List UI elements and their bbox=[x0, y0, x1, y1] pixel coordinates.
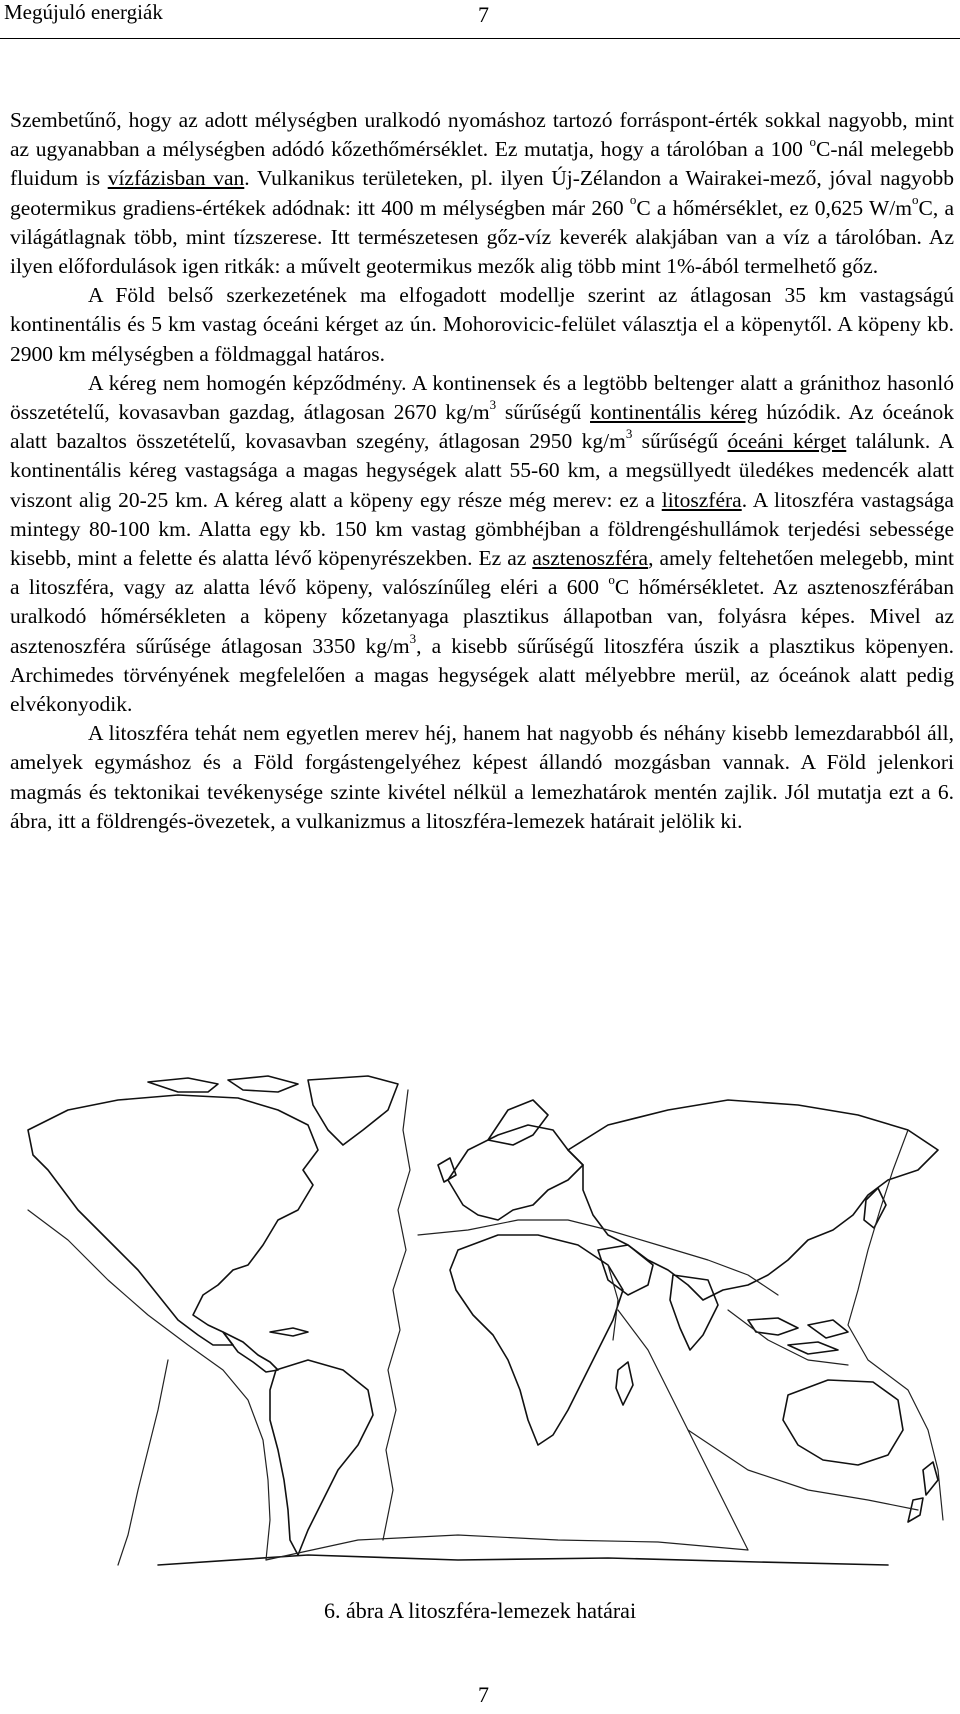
header-title: Megújuló energiák bbox=[4, 0, 163, 24]
landmass-new-zealand bbox=[908, 1462, 938, 1522]
boundary-pacific-rim-west bbox=[848, 1130, 943, 1520]
landmass-australia bbox=[783, 1380, 903, 1465]
paragraph bbox=[10, 369, 954, 719]
landmass-asia bbox=[568, 1100, 938, 1300]
underlined-term: asztenoszféra bbox=[532, 546, 649, 571]
boundary-east-pacific-rise bbox=[118, 1360, 168, 1565]
plate-boundaries-map bbox=[8, 1070, 954, 1575]
body-text bbox=[10, 106, 954, 836]
figure-caption: 6. ábra A litoszféra-lemezek határai bbox=[323, 1598, 637, 1623]
text-run: . A litoszféra vastagsága mintegy 80-100 km. Alatta egy kb. 150 km vastag gömbhéjban a földrengéshullámok terjedési sebessége kisebb, mint a felette és alatta lévő köpenyrészekben. Ez az bbox=[10, 487, 954, 571]
paragraph bbox=[10, 281, 954, 369]
boundary-indian-ocean-ridge bbox=[618, 1310, 748, 1550]
underlined-term: litoszféra bbox=[661, 487, 742, 512]
text-run: sűrűségű bbox=[632, 429, 728, 454]
landmass-europe bbox=[448, 1125, 583, 1220]
superscript: o bbox=[911, 192, 919, 208]
superscript: o bbox=[809, 134, 816, 150]
underlined-term: kontinentális kéreg bbox=[590, 400, 758, 425]
superscript: o bbox=[608, 572, 615, 588]
running-header bbox=[0, 0, 960, 39]
header-page-number: 7 bbox=[478, 2, 489, 27]
underlined-term: vízfázisban van bbox=[107, 166, 245, 191]
landmass-india bbox=[670, 1275, 718, 1350]
landmass-arabia bbox=[598, 1245, 653, 1295]
boundary-mid-atlantic-ridge bbox=[383, 1090, 410, 1540]
text-run: , a kisebb sűrűségű litoszféra úszik a plasztikus köpenyen. Archimedes törvényének megfelelően a magas hegységek alatt mélyebbre merül, az óceánok alatt pedig elvékonyodik. bbox=[10, 633, 954, 717]
text-run: találunk. A kontinentális kéreg vastagsága a magas hegységek alatt 55-60 km, a megsüllyedt üledékes medencék alatt viszont alig 20-25 km. A kéreg alatt a köpeny egy része még merev: ez a bbox=[10, 429, 954, 512]
text-run: . Vulkanikus területeken, pl. ilyen Új-Zélandon a Wairakei-mező, jóval nagyobb geotermikus gradiens-értékek adódnak: itt 400 m mélységben már 260 bbox=[10, 166, 955, 220]
text-run: A kéreg nem homogén képződmény. A kontinensek és a legtöbb beltenger alatt a gránithoz hasonló összetételű, kovasavban gazdag, átlagosan 2670 kg/m bbox=[10, 370, 954, 425]
boundary-pacific-rim-east bbox=[28, 1210, 270, 1560]
landmass-arctic-islands bbox=[148, 1076, 298, 1092]
landmass-central-america bbox=[223, 1332, 278, 1372]
superscript: 3 bbox=[489, 396, 497, 412]
text-run: húzódik. Az óceánok alatt bazaltos összetételű, kovasavban szegény, átlagosan 2950 kg/m bbox=[10, 400, 955, 454]
landmass-north-america bbox=[28, 1095, 318, 1345]
text-run: A litoszféra tehát nem egyetlen merev héj, hanem hat nagyobb és néhány kisebb lemezdarabból áll, amelyek egymáshoz és a Föld forgástengelyéhez képest állandó mozgásban vannak. A Föld jelenkori magmás és tektonikai tevékenysége szinte kivétel nélkül a lemezhatárok mentén zajlik. Jól mutatja ezt a 6. ábra, itt a földrengés-övezetek, a vulkanizmus a litoszféra-lemezek határait jelölik ki. bbox=[10, 721, 954, 833]
landmass-japan bbox=[864, 1188, 886, 1228]
landmass-africa bbox=[450, 1235, 623, 1445]
landmass-madagascar bbox=[616, 1362, 633, 1405]
superscript: 3 bbox=[625, 426, 633, 442]
text-run: C a hőmérséklet, ez 0,625 W/m bbox=[636, 195, 912, 220]
superscript: 3 bbox=[409, 630, 417, 646]
paragraph bbox=[10, 106, 954, 281]
landmass-british-isles bbox=[438, 1158, 456, 1182]
text-run: C, a világátlagnak több, mint tízszerese. Itt természetesen gőz-víz keverék alakjában van a víz a tárolóban. Az ilyen előfordulások igen ritkák: a művelt geotermikus mezők alig több mint 1%-ából termelhető gőz. bbox=[10, 195, 954, 279]
text-run: A Föld belső szerkezetének ma elfogadott modellje szerint az átlagosan 35 km vastagságú kontinentális és 5 km vastag óceáni kérget az ún. Mohorovicic-felület választja el a köpenytől. A köpeny kb. 2900 km mélységben a földmaggal határos. bbox=[10, 283, 954, 366]
paragraph bbox=[10, 719, 954, 836]
text-run: C hőmérsékletet. Az asztenoszférában uralkodó hőmérsékleten a köpeny kőzetanyaga plasztikus állapotban van, folyásra képes. Mivel az asztenoszféra sűrűsége átlagosan 3350 kg/m bbox=[10, 575, 954, 658]
landmass-scandinavia bbox=[488, 1100, 548, 1145]
footer-page-number: 7 bbox=[478, 1682, 489, 1707]
text-run: C-nál melegebb fluidum is bbox=[10, 137, 954, 191]
landmass-greenland bbox=[308, 1076, 398, 1145]
underlined-term: óceáni kérget bbox=[727, 429, 847, 454]
text-run: sűrűségű bbox=[496, 400, 591, 425]
text-run: Szembetűnő, hogy az adott mélységben uralkodó nyomáshoz tartozó forráspont-érték sokkal nagyobb, mint az ugyanabban a mélységben adódó kőzethőmérséklet. Ez mutatja, hogy a tárolóban a 100 bbox=[10, 108, 954, 162]
superscript: o bbox=[629, 192, 637, 208]
text-run: , amely feltehetően melegebb, mint a litoszféra, vagy az alatta lévő köpeny, valószínűleg eléri a 600 bbox=[10, 546, 954, 600]
landmass-south-america bbox=[270, 1360, 373, 1555]
landmass-caribbean bbox=[270, 1328, 308, 1336]
